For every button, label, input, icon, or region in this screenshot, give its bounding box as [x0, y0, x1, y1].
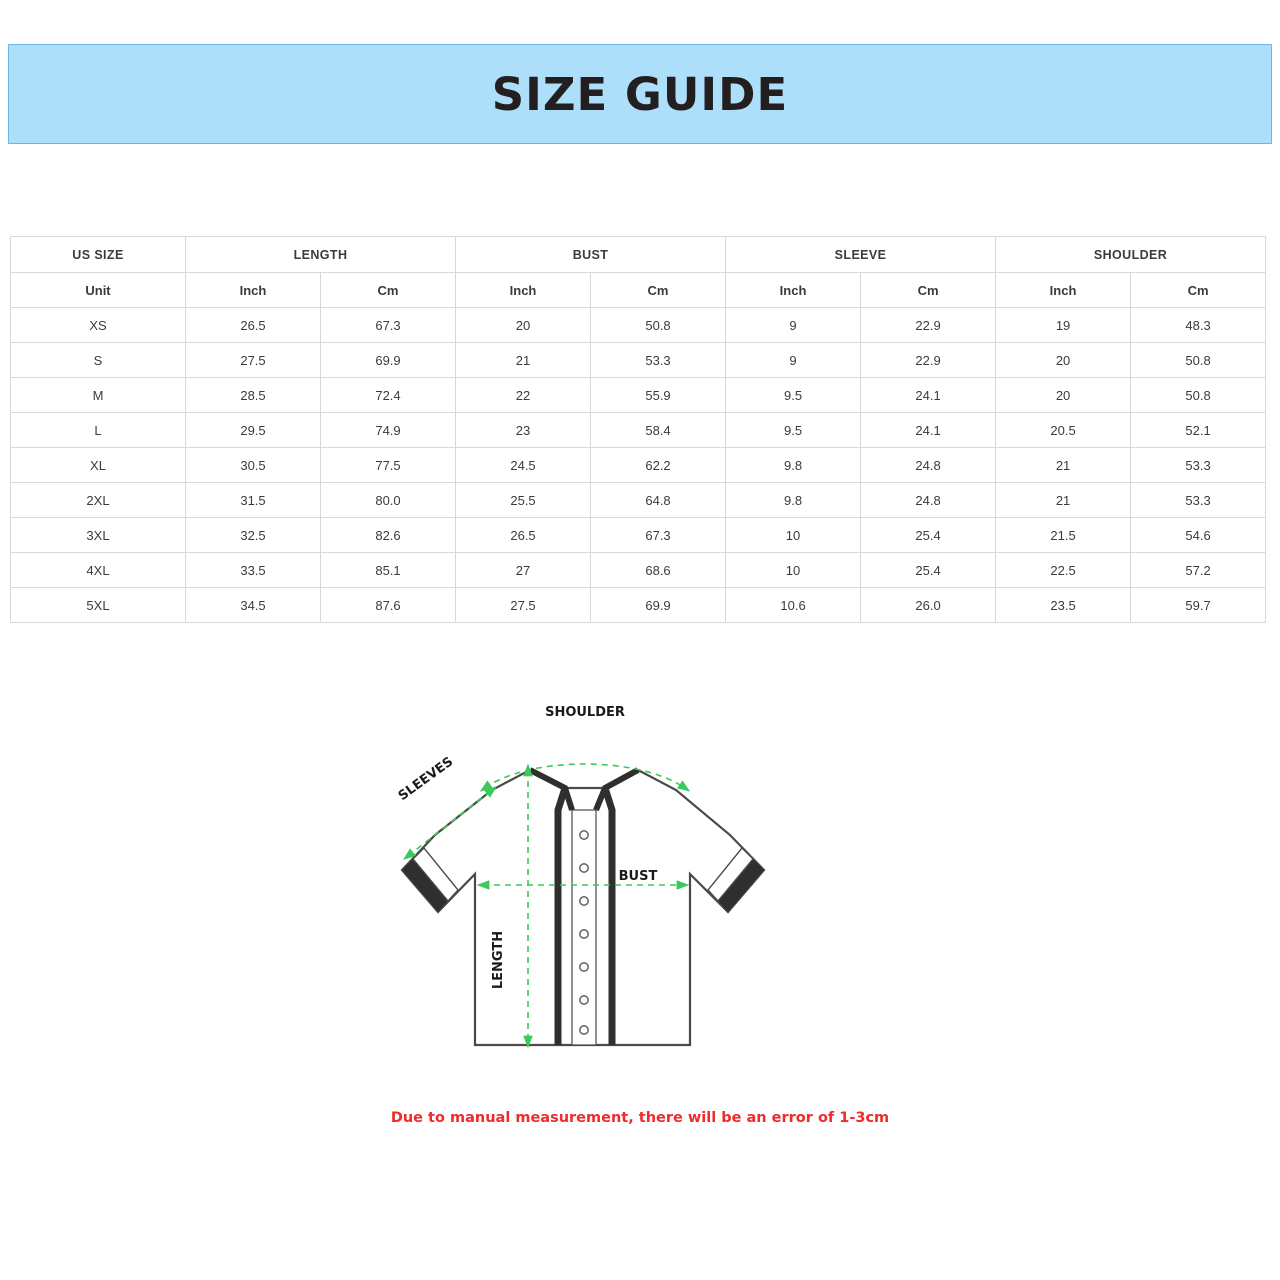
cell: 9.8: [726, 448, 861, 483]
row-size: XS: [11, 308, 186, 343]
unit-shoulder-inch: Inch: [996, 273, 1131, 308]
unit-label: Unit: [11, 273, 186, 308]
size-chart-table: [10, 236, 1266, 623]
table-row: [11, 343, 1266, 378]
cell: 20: [456, 308, 591, 343]
table-row: [11, 448, 1266, 483]
cell: 20: [996, 378, 1131, 413]
cell: 20: [996, 343, 1131, 378]
cell: 74.9: [321, 413, 456, 448]
cell: 24.1: [861, 413, 996, 448]
cell: 30.5: [186, 448, 321, 483]
cell: 21: [456, 343, 591, 378]
column-header-sleeve: SLEEVE: [726, 237, 996, 273]
shoulder-label: SHOULDER: [545, 705, 625, 720]
table-row: [11, 553, 1266, 588]
cell: 69.9: [591, 588, 726, 623]
cell: 28.5: [186, 378, 321, 413]
unit-shoulder-cm: Cm: [1131, 273, 1266, 308]
row-size: XL: [11, 448, 186, 483]
cell: 9: [726, 343, 861, 378]
measurement-note: Due to manual measurement, there will be an error of 1-3cm: [390, 1110, 890, 1126]
page-title: SIZE GUIDE: [491, 67, 789, 121]
size-table-container: [10, 236, 1266, 623]
cell: 67.3: [321, 308, 456, 343]
cell: 34.5: [186, 588, 321, 623]
cell: 62.2: [591, 448, 726, 483]
row-size: S: [11, 343, 186, 378]
unit-bust-cm: Cm: [591, 273, 726, 308]
row-size: 4XL: [11, 553, 186, 588]
cell: 24.8: [861, 448, 996, 483]
cell: 50.8: [1131, 343, 1266, 378]
cell: 10.6: [726, 588, 861, 623]
table-unit-row: [11, 273, 1266, 308]
cell: 68.6: [591, 553, 726, 588]
cell: 64.8: [591, 483, 726, 518]
cell: 10: [726, 518, 861, 553]
cell: 26.5: [186, 308, 321, 343]
column-header-us-size: US SIZE: [11, 237, 186, 273]
cell: 20.5: [996, 413, 1131, 448]
cell: 24.5: [456, 448, 591, 483]
unit-length-cm: Cm: [321, 273, 456, 308]
cell: 9.8: [726, 483, 861, 518]
cell: 27.5: [456, 588, 591, 623]
cell: 87.6: [321, 588, 456, 623]
cell: 24.8: [861, 483, 996, 518]
cell: 29.5: [186, 413, 321, 448]
cell: 53.3: [591, 343, 726, 378]
table-row: [11, 588, 1266, 623]
cell: 26.5: [456, 518, 591, 553]
cell: 55.9: [591, 378, 726, 413]
column-header-shoulder: SHOULDER: [996, 237, 1266, 273]
cell: 26.0: [861, 588, 996, 623]
row-size: 3XL: [11, 518, 186, 553]
cell: 25.4: [861, 553, 996, 588]
cell: 22.9: [861, 343, 996, 378]
cell: 32.5: [186, 518, 321, 553]
measurement-diagram: [0, 660, 1280, 1140]
cell: 69.9: [321, 343, 456, 378]
row-size: 2XL: [11, 483, 186, 518]
cell: 54.6: [1131, 518, 1266, 553]
unit-length-inch: Inch: [186, 273, 321, 308]
cell: 23: [456, 413, 591, 448]
cell: 22: [456, 378, 591, 413]
unit-sleeve-cm: Cm: [861, 273, 996, 308]
row-size: L: [11, 413, 186, 448]
cell: 27.5: [186, 343, 321, 378]
unit-bust-inch: Inch: [456, 273, 591, 308]
cell: 58.4: [591, 413, 726, 448]
cell: 48.3: [1131, 308, 1266, 343]
table-row: [11, 483, 1266, 518]
cell: 9: [726, 308, 861, 343]
cell: 53.3: [1131, 483, 1266, 518]
cell: 25.4: [861, 518, 996, 553]
unit-sleeve-inch: Inch: [726, 273, 861, 308]
cell: 9.5: [726, 378, 861, 413]
cell: 80.0: [321, 483, 456, 518]
cell: 33.5: [186, 553, 321, 588]
sleeves-label: SLEEVES: [395, 754, 457, 804]
cell: 67.3: [591, 518, 726, 553]
cell: 22.5: [996, 553, 1131, 588]
cell: 25.5: [456, 483, 591, 518]
table-row: [11, 518, 1266, 553]
column-header-bust: BUST: [456, 237, 726, 273]
cell: 24.1: [861, 378, 996, 413]
table-row: [11, 308, 1266, 343]
cell: 21.5: [996, 518, 1131, 553]
table-row: [11, 378, 1266, 413]
jersey-illustration-svg: [380, 660, 900, 1110]
cell: 31.5: [186, 483, 321, 518]
row-size: 5XL: [11, 588, 186, 623]
cell: 21: [996, 483, 1131, 518]
cell: 85.1: [321, 553, 456, 588]
cell: 10: [726, 553, 861, 588]
table-group-header-row: [11, 237, 1266, 273]
bust-label: BUST: [618, 869, 658, 884]
cell: 9.5: [726, 413, 861, 448]
cell: 19: [996, 308, 1131, 343]
length-label: LENGTH: [491, 930, 506, 990]
cell: 27: [456, 553, 591, 588]
cell: 50.8: [591, 308, 726, 343]
cell: 77.5: [321, 448, 456, 483]
row-size: M: [11, 378, 186, 413]
cell: 72.4: [321, 378, 456, 413]
cell: 50.8: [1131, 378, 1266, 413]
table-row: [11, 413, 1266, 448]
cell: 23.5: [996, 588, 1131, 623]
cell: 21: [996, 448, 1131, 483]
cell: 52.1: [1131, 413, 1266, 448]
cell: 53.3: [1131, 448, 1266, 483]
cell: 57.2: [1131, 553, 1266, 588]
column-header-length: LENGTH: [186, 237, 456, 273]
cell: 59.7: [1131, 588, 1266, 623]
size-guide-banner: [8, 44, 1272, 144]
cell: 22.9: [861, 308, 996, 343]
cell: 82.6: [321, 518, 456, 553]
